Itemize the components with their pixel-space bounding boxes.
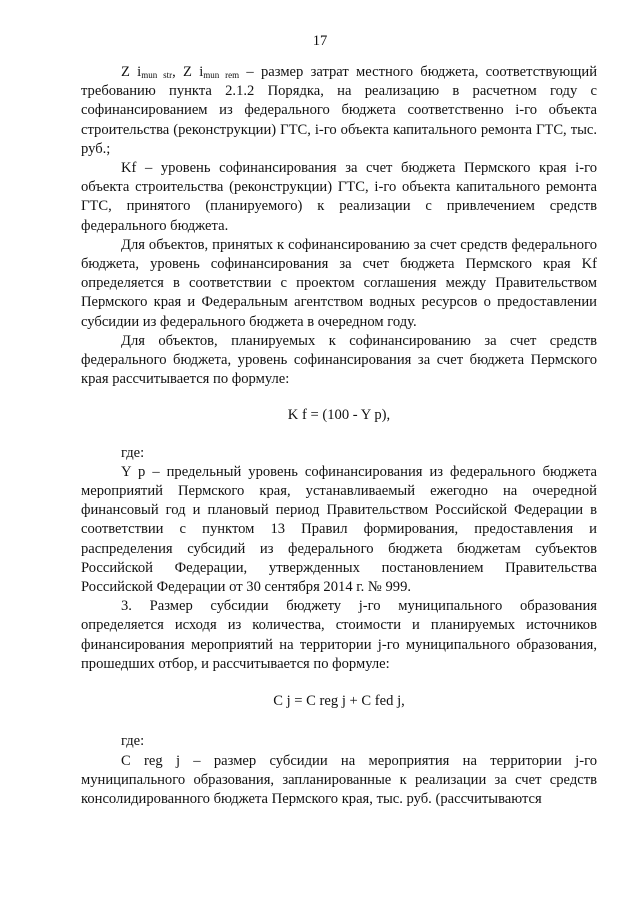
- where-label-1: где:: [121, 444, 145, 461]
- zi-definition-text: – размер затрат местного бюджета, соответствующий требованию пункта 2.1.2 Порядка, на реализацию в расчетном году с софинансированием из федерального бюджета соответственно i-го объекта строительства (реконструкции) ГТС, i-го объекта капитального ремонта ГТС, тыс. руб.;: [81, 64, 598, 157]
- page-number: 17: [312, 33, 328, 49]
- formula-cj: C j = C reg j + C fed j,: [273, 693, 405, 710]
- paragraph-yp-definition: Y p – предельный уровень софинансирования из федерального бюджета мероприятий Пермского края, устанавливаемый ежегодно на очередной финансовый год и плановый период Правительством Российской Федерации в соответствии с пунктом 13 Правил формирования, предоставления и распределения субсидий из федерального бюджета бюджетам субъектов Российской Федерации, утвержденных постановлением Правительства Российской Федерации от 30 сентября 2014 г. № 999.: [81, 463, 597, 596]
- document-body: [81, 63, 597, 809]
- zi-subscript-rem: mun rem: [203, 70, 240, 80]
- paragraph-creg-definition: C reg j – размер субсидии на мероприятия на территории j-го муниципального образования, запланированные к реализации за счет средств консолидированного бюджета Пермского края, тыс. руб. (рассчитываются: [81, 752, 597, 807]
- where-label-2: где:: [121, 733, 145, 750]
- paragraph-zi-definition: [81, 63, 597, 159]
- zi-symbol: Z i: [121, 64, 142, 80]
- paragraph-planned-objects: Для объектов, планируемых к софинансированию за счет средств федерального бюджета, уровень софинансирования за счет бюджета Пермского края рассчитывается по формуле:: [81, 332, 597, 388]
- paragraph-accepted-objects: Для объектов, принятых к софинансированию за счет средств федерального бюджета, уровень софинансирования за счет бюджета Пермского края Kf определяется в соответствии с проектом соглашения между Правительством Пермского края и Федеральным агентством водных ресурсов о предоставлении субсидии из федерального бюджета в очередном году.: [81, 236, 597, 330]
- formula-kf: K f = (100 - Y p),: [287, 407, 391, 424]
- zi-subscript-str: mun str: [141, 70, 173, 80]
- zi-separator: , Z i: [172, 64, 204, 80]
- paragraph-subsidy-size: 3. Размер субсидии бюджету j-го муниципального образования определяется исходя из количества, стоимости и планируемых источников финансирования мероприятий на территории j-го муниципального образования, прошедших отбор, и рассчитывается по формуле:: [81, 598, 597, 672]
- paragraph-kf-definition: Kf – уровень софинансирования за счет бюджета Пермского края i-го объекта строительства (реконструкции) ГТС, i-го объекта капитального ремонта ГТС, принятого (планируемого) к реализации с привлечением средств федерального бюджета.: [81, 160, 597, 234]
